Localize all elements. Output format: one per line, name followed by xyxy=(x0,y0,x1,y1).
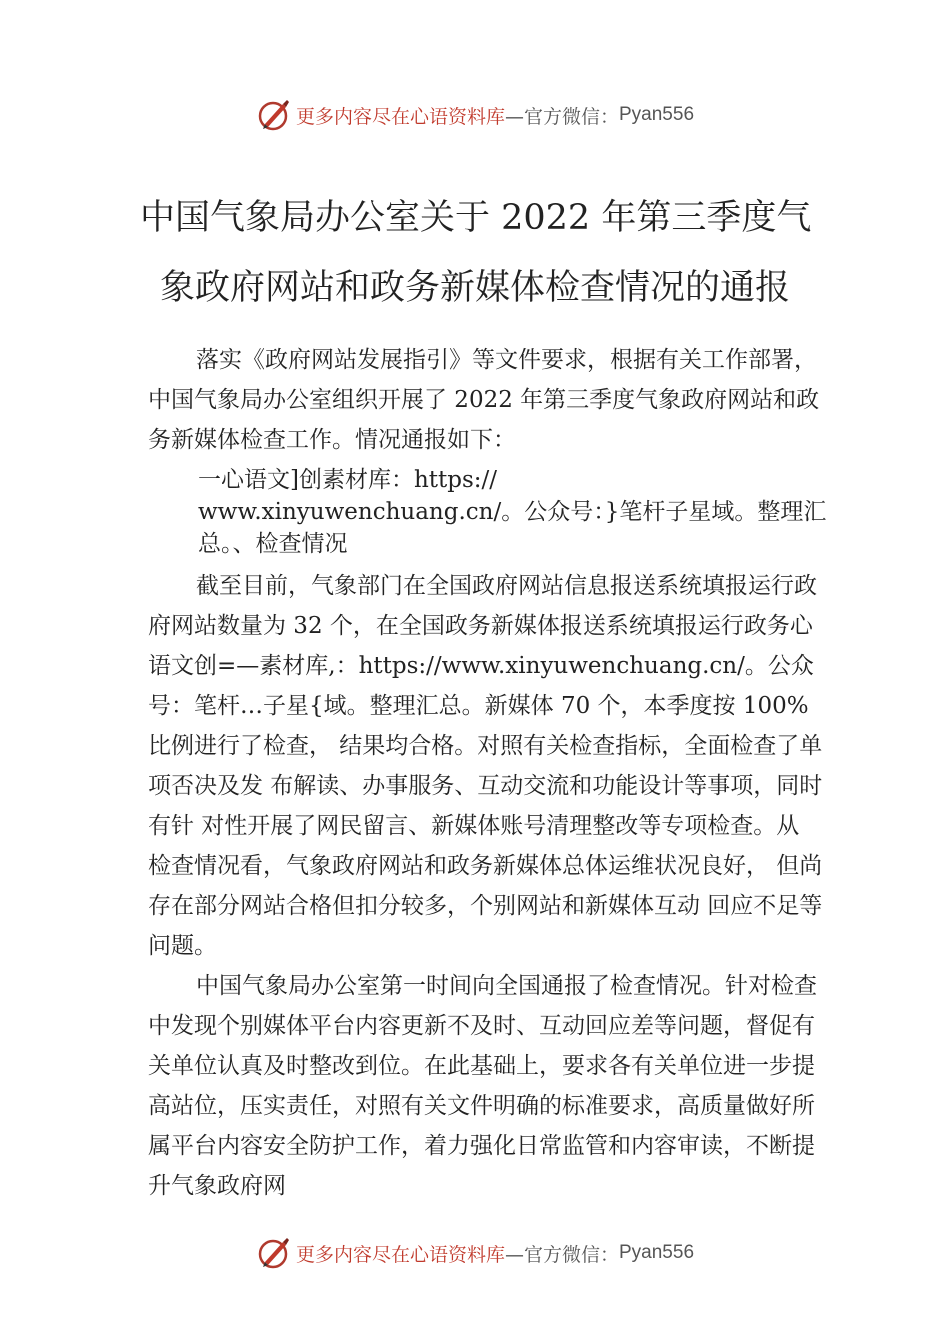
paragraph-intro: 落实《政府网站发展指引》等文件要求，根据有关工作部署，中国气象局办公室组织开展了 2022 年第三季度气象政府网站和政务新媒体检查工作。情况通报如下： xyxy=(148,347,820,453)
document-body xyxy=(148,340,828,1206)
inserted-note xyxy=(148,464,828,560)
title-line-1: 中国气象局办公室关于 2022 年第三季度气 xyxy=(140,198,812,238)
title-line-2: 象政府网站和政务新媒体检查情况的通报 xyxy=(159,268,790,308)
pen-logo-icon xyxy=(256,97,292,133)
banner-account: Pyan556 xyxy=(619,1242,695,1263)
note-line-2: www.xinyuwenchuang.cn/。公众号：}笔杆子星域。整理汇总。、检查情况 xyxy=(198,499,827,557)
banner-dash-text: —官方微信： xyxy=(504,105,619,128)
header-watermark-banner xyxy=(0,95,950,135)
pen-logo-icon xyxy=(256,1235,292,1271)
paragraph-status: 截至目前，气象部门在全国政府网站信息报送系统填报运行政府网站数量为 32 个，在全国政务新媒体报送系统填报运行政务心语文创=—素材库,：https://www.xinyuwenchuang.cn/。公众号：笔杆…子星{域。整理汇总。新媒体 70 个，本季度按 100%比例进行了检查， 结果均合格。对照有关检查指标，全面检查了单项否决及发 布解读、办事服务、互动交流和功能设计等事项，同时有针 对性开展了网民留言、新媒体账号清理整改等专项检查。从 检查情况看，气象政府网站和政务新媒体总体运维状况良好， 但尚存在部分网站合格但扣分较多，个别网站和新媒体互动 回应不足等问题。 xyxy=(148,573,823,959)
banner-red-text: 更多内容尽在心语资料库 xyxy=(295,105,505,128)
paragraph-followup: 中国气象局办公室第一时间向全国通报了检查情况。针对检查中发现个别媒体平台内容更新不及时、互动回应差等问题，督促有关单位认真及时整改到位。在此基础上，要求各有关单位进一步提高站位，压实责任，对照有关文件明确的标准要求，高质量做好所属平台内容安全防护工作，着力强化日常监管和内容审读，不断提升气象政府网 xyxy=(148,973,817,1199)
banner-dash-text: —官方微信： xyxy=(504,1243,619,1266)
footer-watermark-banner xyxy=(0,1233,950,1273)
banner-red-text: 更多内容尽在心语资料库 xyxy=(295,1243,505,1266)
banner-account: Pyan556 xyxy=(619,104,695,125)
document-title xyxy=(140,183,810,323)
note-line-1: 一心语文]创素材库：https:// xyxy=(198,467,498,493)
